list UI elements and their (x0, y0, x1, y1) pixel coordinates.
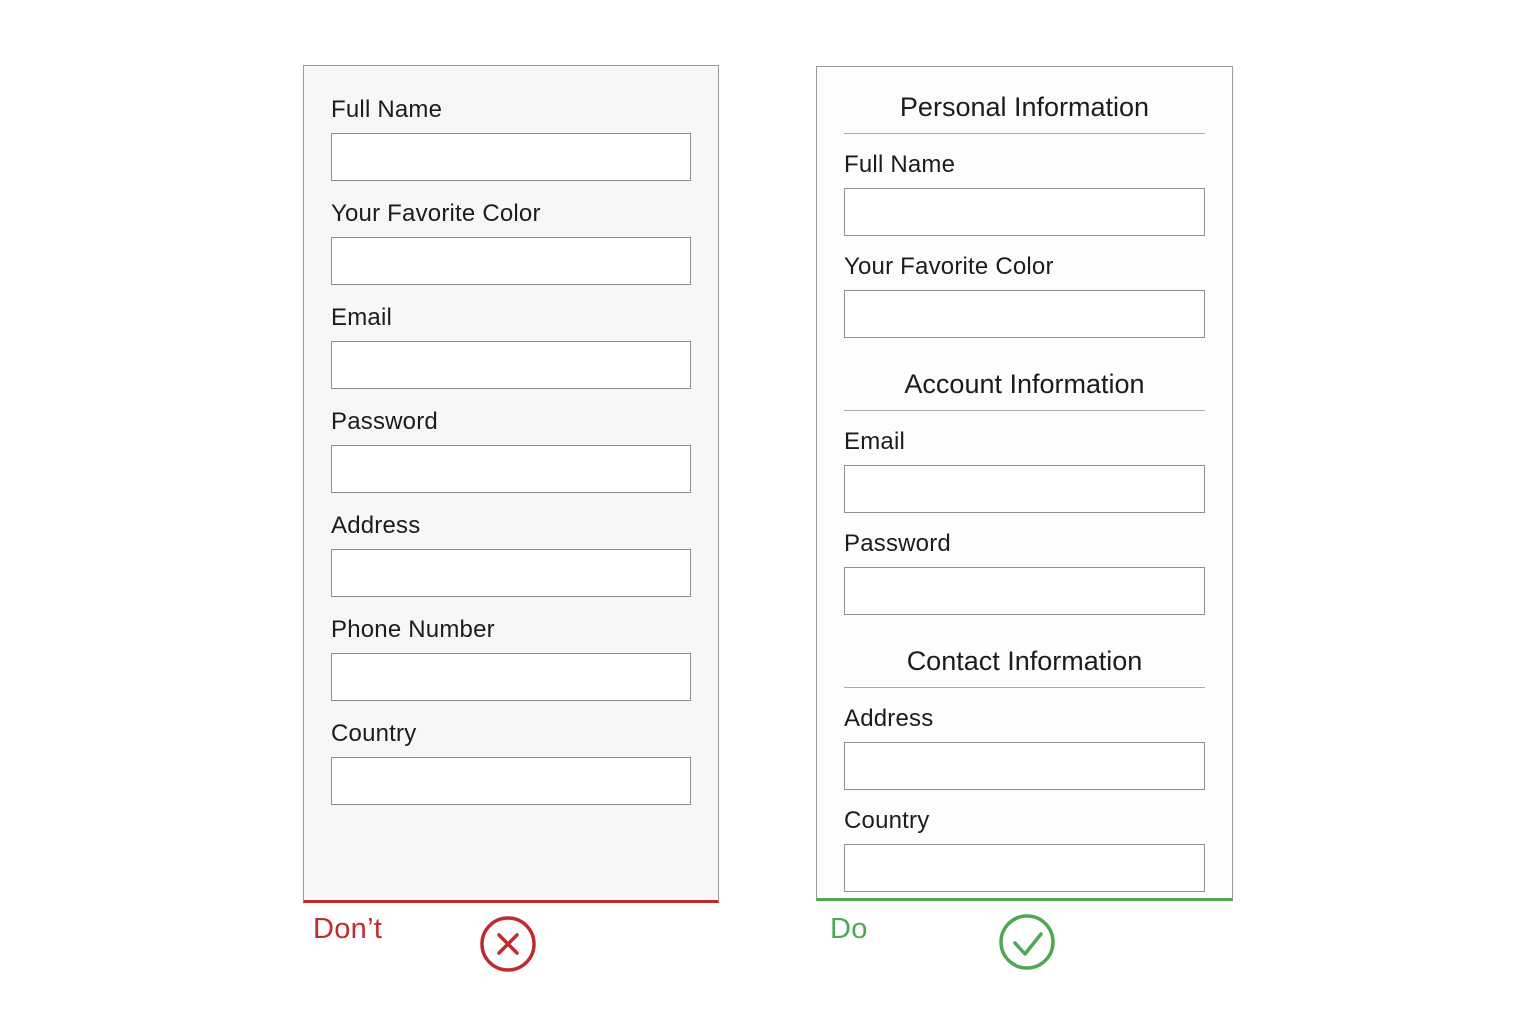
field-label: Address (331, 512, 421, 539)
form-field (844, 807, 1205, 892)
do-form-panel (816, 66, 1233, 901)
check-circle-outline (1001, 916, 1053, 968)
password-input[interactable] (331, 445, 691, 493)
form-field (331, 720, 691, 805)
field-label: Your Favorite Color (331, 200, 541, 227)
form-field (331, 200, 691, 285)
country-input[interactable] (844, 844, 1205, 892)
dont-field-list (331, 96, 691, 805)
email-input[interactable] (844, 465, 1205, 513)
form-field (331, 408, 691, 493)
field-label: Full Name (331, 96, 443, 123)
phone-number-input[interactable] (331, 653, 691, 701)
form-field (331, 616, 691, 701)
full-name-input[interactable] (331, 133, 691, 181)
form-field (844, 253, 1205, 338)
country-input[interactable] (331, 757, 691, 805)
email-input[interactable] (331, 341, 691, 389)
field-label: Password (331, 408, 438, 435)
x-circle-icon (479, 915, 537, 973)
form-field (331, 512, 691, 597)
address-input[interactable] (844, 742, 1205, 790)
section-heading-account-information: Account Information (904, 369, 1145, 399)
password-input[interactable] (844, 567, 1205, 615)
field-label: Country (844, 807, 930, 834)
x-mark (499, 935, 517, 953)
section-heading-contact-information: Contact Information (906, 646, 1143, 676)
field-label: Password (844, 530, 951, 557)
section-divider (844, 133, 1205, 134)
section-heading-personal-information: Personal Information (899, 92, 1150, 122)
field-label: Your Favorite Color (844, 253, 1054, 280)
form-field (844, 151, 1205, 236)
section-divider (844, 410, 1205, 411)
field-label: Address (844, 705, 934, 732)
form-field (844, 530, 1205, 615)
form-field (844, 705, 1205, 790)
form-field (331, 96, 691, 181)
do-section-list (844, 91, 1205, 892)
address-input[interactable] (331, 549, 691, 597)
field-label: Email (844, 428, 906, 455)
field-label: Email (331, 304, 393, 331)
form-field (844, 428, 1205, 513)
field-label: Phone Number (331, 616, 495, 643)
form-field (331, 304, 691, 389)
full-name-input[interactable] (844, 188, 1205, 236)
field-label: Full Name (844, 151, 956, 178)
section-divider (844, 687, 1205, 688)
dont-form-panel (303, 65, 719, 903)
check-circle-icon (998, 913, 1056, 971)
do-verdict-label: Do (830, 913, 868, 945)
dont-verdict-label: Don’t (313, 913, 383, 945)
field-label: Country (331, 720, 417, 747)
your-favorite-color-input[interactable] (844, 290, 1205, 338)
check-mark (1015, 934, 1041, 954)
your-favorite-color-input[interactable] (331, 237, 691, 285)
